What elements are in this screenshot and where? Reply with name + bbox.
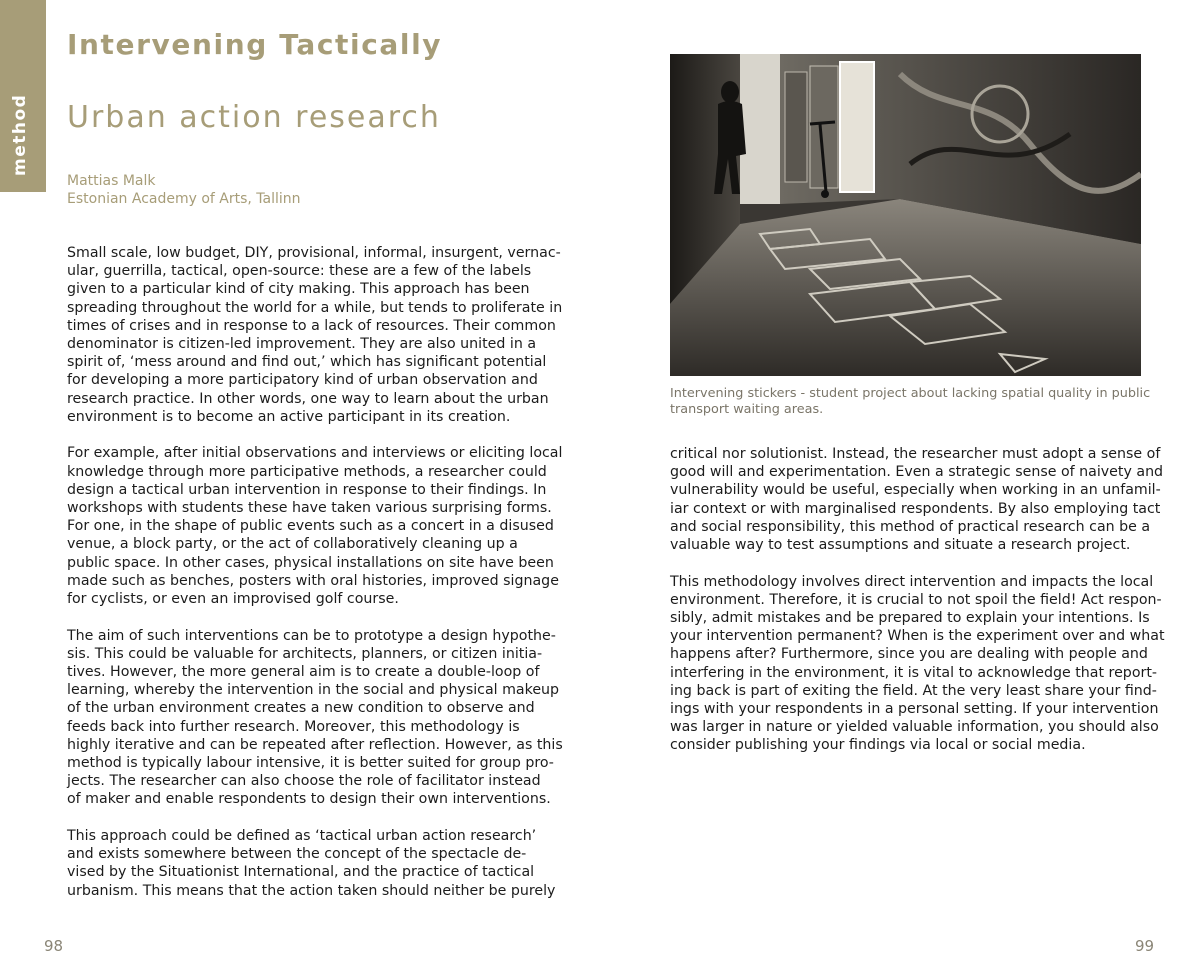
text-line: jects. The researcher can also choose the role of facilitator instead [67, 773, 541, 790]
text-line: good will and experimentation. Even a strategic sense of naivety and [670, 464, 1164, 481]
text-line: Small scale, low budget, DIY, provisional, informal, insurgent, vernac- [67, 245, 561, 261]
text-line: ing back is part of exiting the field. At the very least share your find- [670, 682, 1157, 699]
text-line: critical nor solutionist. Instead, the researcher must adopt a sense of [670, 446, 1161, 462]
text-line: environment is to become an active participant in its creation. [67, 408, 511, 425]
text-line: sibly, admit mistakes and be prepared to explain your intentions. Is [670, 610, 1150, 627]
caption-line: Intervening stickers - student project about lacking spatial quality in public [670, 386, 1151, 401]
text-line: venue, a block party, or the act of collaboratively cleaning up a [67, 536, 518, 553]
text-line: times of crises and in response to a lack of resources. Their common [67, 317, 556, 334]
caption-line: transport waiting areas. [670, 402, 824, 417]
text-line: denominator is citizen-led improvement. They are also united in a [67, 336, 537, 353]
article-title: Intervening Tactically [67, 28, 443, 61]
text-line: learning, whereby the intervention in the social and physical makeup [67, 682, 560, 699]
text-line: spreading throughout the world for a while, but tends to proliferate in [67, 299, 563, 316]
text-line: ings with your respondents in a personal setting. If your intervention [670, 701, 1159, 718]
text-line: your intervention permanent? When is the experiment over and what [670, 628, 1165, 645]
body-paragraph [67, 827, 556, 900]
text-line: of maker and enable respondents to design their own interventions. [67, 791, 551, 808]
text-line: made such as benches, posters with oral histories, improved signage [67, 572, 559, 589]
text-line: vulnerability would be useful, especially when working in an unfamil- [670, 482, 1161, 499]
text-line: The aim of such interventions can be to prototype a design hypothe- [67, 627, 556, 644]
text-line: of the urban environment creates a new condition to observe and [67, 700, 535, 717]
section-tab [0, 0, 46, 192]
text-line: happens after? Furthermore, since you are dealing with people and [670, 646, 1148, 663]
text-line: design a tactical urban intervention in response to their findings. In [67, 481, 547, 498]
text-line: ular, guerrilla, tactical, open-source: these are a few of the labels [67, 263, 532, 280]
page-number-right: 99 [1135, 937, 1155, 955]
author-affiliation: Estonian Academy of Arts, Tallinn [67, 191, 301, 207]
text-line: vised by the Situationist International, and the practice of tactical [67, 864, 535, 881]
page-number-left: 98 [44, 937, 64, 955]
text-line: public space. In other cases, physical installations on site have been [67, 554, 554, 571]
text-line: consider publishing your findings via local or social media. [670, 737, 1086, 754]
text-line: For example, after initial observations and interviews or eliciting local [67, 445, 563, 462]
body-paragraph [67, 444, 563, 608]
text-line: for cyclists, or even an improvised golf course. [67, 591, 399, 608]
text-line: research practice. In other words, one way to learn about the urban [67, 390, 549, 407]
text-line: sis. This could be valuable for architects, planners, or citizen initia- [67, 645, 543, 662]
text-line: and social responsibility, this method of practical research can be a [670, 518, 1151, 535]
figure-photo [670, 54, 1141, 376]
text-line: interfering in the environment, it is vital to acknowledge that report- [670, 664, 1158, 681]
figure-caption [670, 386, 1151, 418]
text-line: method is typically labour intensive, it is better suited for group pro- [67, 755, 554, 772]
article-subtitle: Urban action research [67, 100, 441, 135]
text-line: iar context or with marginalised respondents. By also employing tact [670, 500, 1161, 517]
text-line: and exists somewhere between the concept of the spectacle de- [67, 846, 527, 863]
body-paragraph [670, 445, 1164, 554]
text-line: tives. However, the more general aim is to create a double-loop of [67, 664, 540, 681]
right-text-column [670, 445, 1165, 773]
section-tab-label: method [10, 93, 30, 176]
author-block [67, 172, 301, 208]
text-line: was larger in nature or yielded valuable information, you should also [670, 719, 1159, 736]
text-line: spirit of, ‘mess around and find out,’ which has significant potential [67, 354, 547, 371]
text-line: valuable way to test assumptions and situate a research project. [670, 537, 1131, 554]
text-line: This approach could be defined as ‘tactical urban action research’ [67, 828, 537, 845]
body-paragraph [67, 244, 563, 426]
text-line: For one, in the shape of public events such as a concert in a disused [67, 518, 554, 535]
text-line: highly iterative and can be repeated after reflection. However, as this [67, 736, 563, 753]
author-name: Mattias Malk [67, 173, 156, 189]
text-line: This methodology involves direct intervention and impacts the local [670, 573, 1154, 590]
text-line: for developing a more participatory kind of urban observation and [67, 372, 538, 389]
text-line: environment. Therefore, it is crucial to not spoil the field! Act respon- [670, 591, 1162, 608]
text-line: urbanism. This means that the action taken should neither be purely [67, 882, 556, 899]
text-line: feeds back into further research. Moreover, this methodology is [67, 718, 520, 735]
text-line: workshops with students these have taken various surprising forms. [67, 500, 552, 517]
left-text-column [67, 244, 563, 918]
text-line: knowledge through more participative methods, a researcher could [67, 463, 547, 480]
body-paragraph [67, 627, 563, 809]
text-line: given to a particular kind of city making. This approach has been [67, 281, 530, 298]
body-paragraph [670, 573, 1165, 755]
